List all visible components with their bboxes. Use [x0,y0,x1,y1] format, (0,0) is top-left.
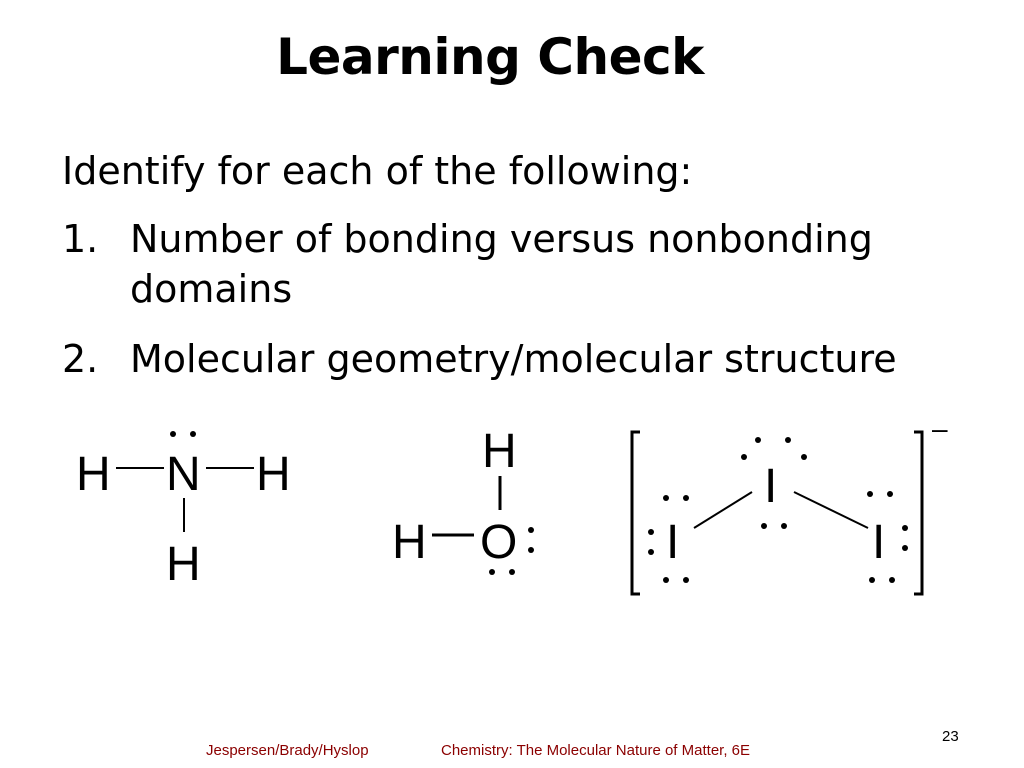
list-text: Number of bonding versus nonbonding domains [130,217,873,311]
atom-i-right: I [872,516,886,569]
bracket-right [914,432,922,594]
atom-i-center: I [764,460,778,513]
bracket-left [632,432,640,594]
intro-text: Identify for each of the following: [62,149,693,193]
triiodide-structure [632,413,948,594]
atom-o: O [480,516,518,569]
slide-title: Learning Check [276,28,704,86]
atom-h-left: H [392,516,427,569]
list-text: Molecular geometry/molecular structure [130,337,897,381]
atom-h-right: H [256,448,291,501]
list-number: 2. [62,337,99,381]
lone-pair [489,569,515,575]
atom-h-left: H [76,448,111,501]
list-number: 1. [62,217,99,261]
lewis-structures [0,400,1024,620]
nh3-structure [76,431,291,591]
page-number: 23 [942,728,959,745]
h2o-structure [392,425,534,575]
charge-minus: – [932,413,948,444]
atom-h-bottom: H [166,538,201,591]
footer-book-title: Chemistry: The Molecular Nature of Matter, 6E [441,742,751,759]
atom-i-left: I [666,516,680,569]
bond-line [794,492,868,528]
atom-h-top: H [482,425,517,478]
lone-pair [170,431,196,437]
bond-line [694,492,752,528]
lone-pair [528,527,534,553]
atom-n: N [166,448,201,501]
footer-authors: Jespersen/Brady/Hyslop [206,742,369,759]
